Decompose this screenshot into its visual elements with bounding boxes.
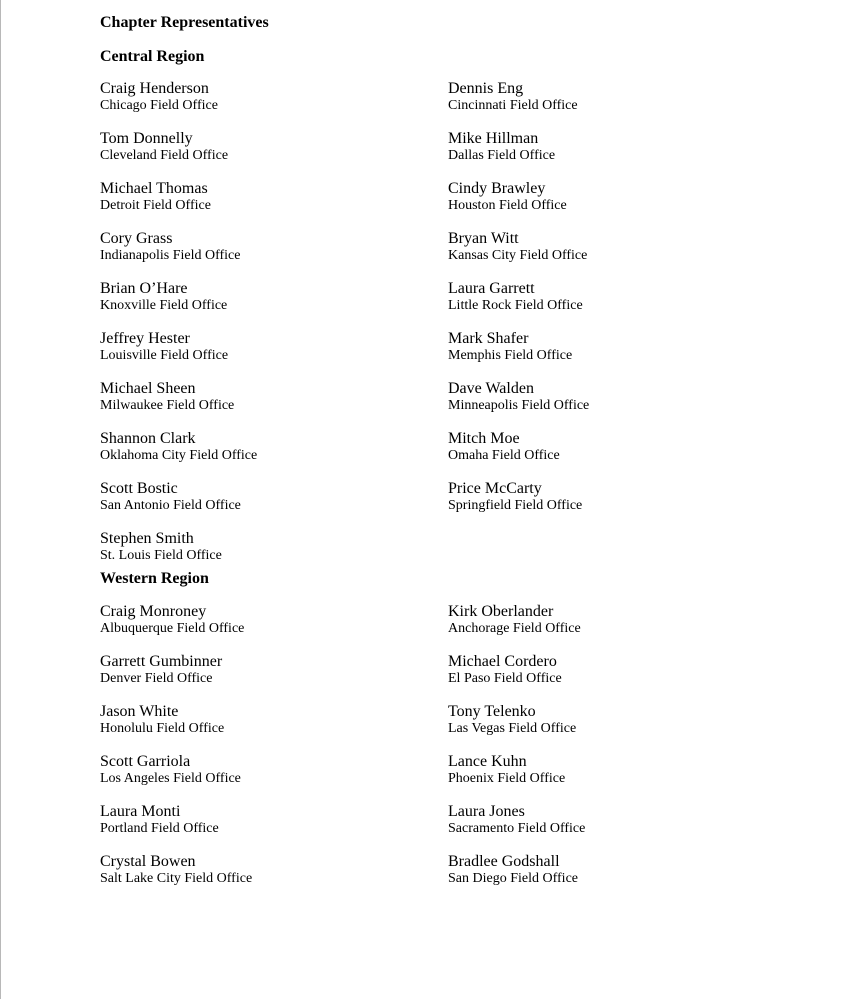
representative-entry [448,330,748,380]
field-office: Little Rock Field Office [448,298,583,313]
representative-name: Mike Hillman [448,130,539,147]
representative-name: Crystal Bowen [100,853,196,870]
representative-entry [100,280,448,330]
document-page [100,12,800,903]
representative-entry [448,653,748,703]
representative-name: Cindy Brawley [448,180,546,197]
representative-entry [448,380,748,430]
representative-entry [100,853,448,903]
representative-name: Michael Sheen [100,380,196,397]
field-office: Sacramento Field Office [448,821,586,836]
representative-name: Scott Garriola [100,753,191,770]
representative-entry [100,430,448,480]
representative-entry [448,280,748,330]
field-office: Omaha Field Office [448,448,560,463]
field-office: Minneapolis Field Office [448,398,590,413]
field-office: Knoxville Field Office [100,298,228,313]
representative-name: Bradlee Godshall [448,853,560,870]
representative-name: Tony Telenko [448,703,536,720]
representative-entry [448,753,748,803]
field-office: Memphis Field Office [448,348,573,363]
representative-name: Kirk Oberlander [448,603,554,620]
field-office: Los Angeles Field Office [100,771,241,786]
representative-name: Laura Jones [448,803,525,820]
field-office: Portland Field Office [100,821,219,836]
representative-name: Michael Cordero [448,653,557,670]
representative-name: Scott Bostic [100,480,178,497]
representative-entry [100,330,448,380]
representative-name: Bryan Witt [448,230,519,247]
field-office: Dallas Field Office [448,148,556,163]
field-office: Detroit Field Office [100,198,211,213]
representative-entry [448,853,748,903]
representative-entry [100,80,448,130]
field-office: San Antonio Field Office [100,498,241,513]
representative-entry [448,703,748,753]
representative-name: Mark Shafer [448,330,529,347]
region-grid-western [100,603,800,903]
representative-entry [448,803,748,853]
field-office: Cleveland Field Office [100,148,229,163]
representative-name: Cory Grass [100,230,173,247]
representative-name: Jeffrey Hester [100,330,190,347]
representative-entry [448,230,748,280]
field-office: Phoenix Field Office [448,771,566,786]
representative-entry [448,480,748,530]
representative-entry [100,380,448,430]
representative-entry [100,653,448,703]
region-heading-central: Central Region [100,48,205,65]
representative-entry [100,230,448,280]
representative-name: Dennis Eng [448,80,524,97]
representative-entry [100,130,448,180]
representative-entry [100,603,448,653]
representative-name: Dave Walden [448,380,534,397]
representative-name: Laura Monti [100,803,181,820]
document-title: Chapter Representatives [100,14,269,31]
field-office: Milwaukee Field Office [100,398,235,413]
field-office: Indianapolis Field Office [100,248,241,263]
representative-entry [100,480,448,530]
representative-entry [448,130,748,180]
field-office: St. Louis Field Office [100,548,222,563]
field-office: Las Vegas Field Office [448,721,577,736]
representative-name: Stephen Smith [100,530,194,547]
field-office: Honolulu Field Office [100,721,225,736]
field-office: Springfield Field Office [448,498,583,513]
representative-name: Craig Henderson [100,80,209,97]
representative-entry [448,80,748,130]
representative-name: Laura Garrett [448,280,535,297]
field-office: Chicago Field Office [100,98,218,113]
representative-name: Lance Kuhn [448,753,527,770]
representative-name: Garrett Gumbinner [100,653,223,670]
representative-name: Shannon Clark [100,430,196,447]
representative-name: Brian O’Hare [100,280,188,297]
field-office: El Paso Field Office [448,671,562,686]
region-heading-western: Western Region [100,570,209,587]
field-office: Salt Lake City Field Office [100,871,253,886]
representative-name: Mitch Moe [448,430,520,447]
representative-entry [448,180,748,230]
field-office: Denver Field Office [100,671,213,686]
representative-entry [100,803,448,853]
field-office: Albuquerque Field Office [100,621,245,636]
representative-name: Michael Thomas [100,180,208,197]
region-grid-central [100,80,800,568]
field-office: San Diego Field Office [448,871,578,886]
field-office: Kansas City Field Office [448,248,588,263]
representative-entry [100,753,448,803]
field-office: Houston Field Office [448,198,567,213]
representative-entry [448,603,748,653]
representative-entry [100,180,448,230]
field-office: Cincinnati Field Office [448,98,578,113]
representative-name: Price McCarty [448,480,542,497]
representative-name: Jason White [100,703,179,720]
field-office: Anchorage Field Office [448,621,581,636]
representative-entry [448,430,748,480]
representative-name: Tom Donnelly [100,130,193,147]
page-left-border [0,0,1,999]
field-office: Louisville Field Office [100,348,229,363]
field-office: Oklahoma City Field Office [100,448,258,463]
representative-name: Craig Monroney [100,603,207,620]
representative-entry [100,703,448,753]
representative-entry [100,530,448,568]
